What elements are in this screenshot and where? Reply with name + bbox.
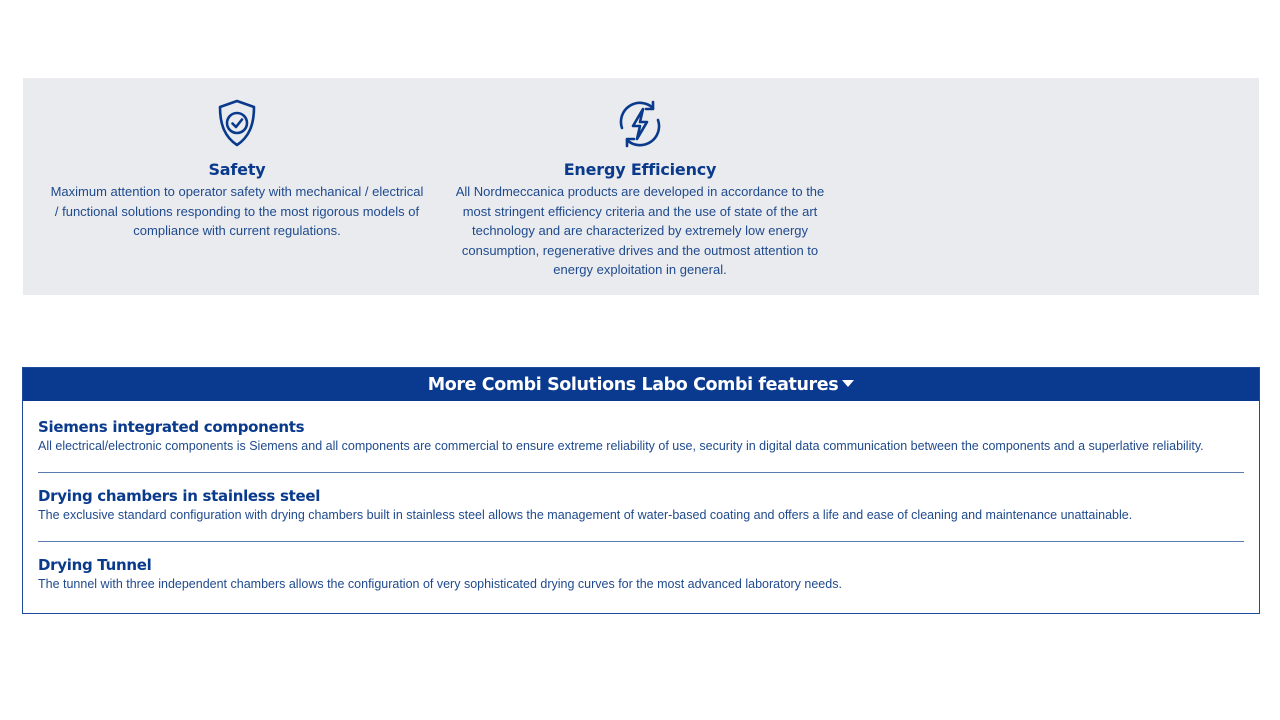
accordion-title: More Combi Solutions Labo Combi features	[427, 375, 839, 395]
accordion-item-title: Drying chambers in stainless steel	[38, 487, 321, 505]
divider	[38, 472, 1244, 473]
features-accordion	[22, 367, 1260, 614]
accordion-item-drying-chambers	[38, 487, 1244, 522]
accordion-item-text: The exclusive standard configuration with drying chambers built in stainless steel allows the management of water-based coating and offers a life and ease of cleaning and maintenance unattainable.	[38, 508, 1133, 522]
feature-title: Energy Efficiency	[563, 160, 717, 179]
divider	[38, 541, 1244, 542]
features-panel	[23, 78, 1259, 295]
feature-title: Safety	[208, 160, 266, 179]
accordion-toggle[interactable]	[23, 368, 1259, 401]
accordion-item-text: All electrical/electronic components is Siemens and all components are commercial to ensure extreme reliability of use, security in digital data communication between the components and a superlative reliability.	[38, 439, 1204, 453]
caret-down-icon	[842, 380, 854, 387]
energy-cycle-icon	[613, 97, 667, 151]
accordion-item-drying-tunnel	[38, 556, 1244, 591]
accordion-item-siemens	[38, 418, 1244, 453]
accordion-item-title: Drying Tunnel	[38, 556, 152, 574]
shield-check-icon	[210, 97, 264, 151]
feature-description: All Nordmeccanica products are developed in accordance to the most stringent efficiency criteria and the use of state of the art technology and are characterized by extremely low energy consumption, regenerative drives and the outmost attention to energy exploitation in general.	[455, 184, 825, 277]
accordion-item-text: The tunnel with three independent chambers allows the configuration of very sophisticated drying curves for the most advanced laboratory needs.	[38, 577, 842, 591]
accordion-item-title: Siemens integrated components	[38, 418, 305, 436]
feature-description: Maximum attention to operator safety with mechanical / electrical / functional solutions responding to the most rigorous models of compliance with current regulations.	[50, 184, 424, 238]
